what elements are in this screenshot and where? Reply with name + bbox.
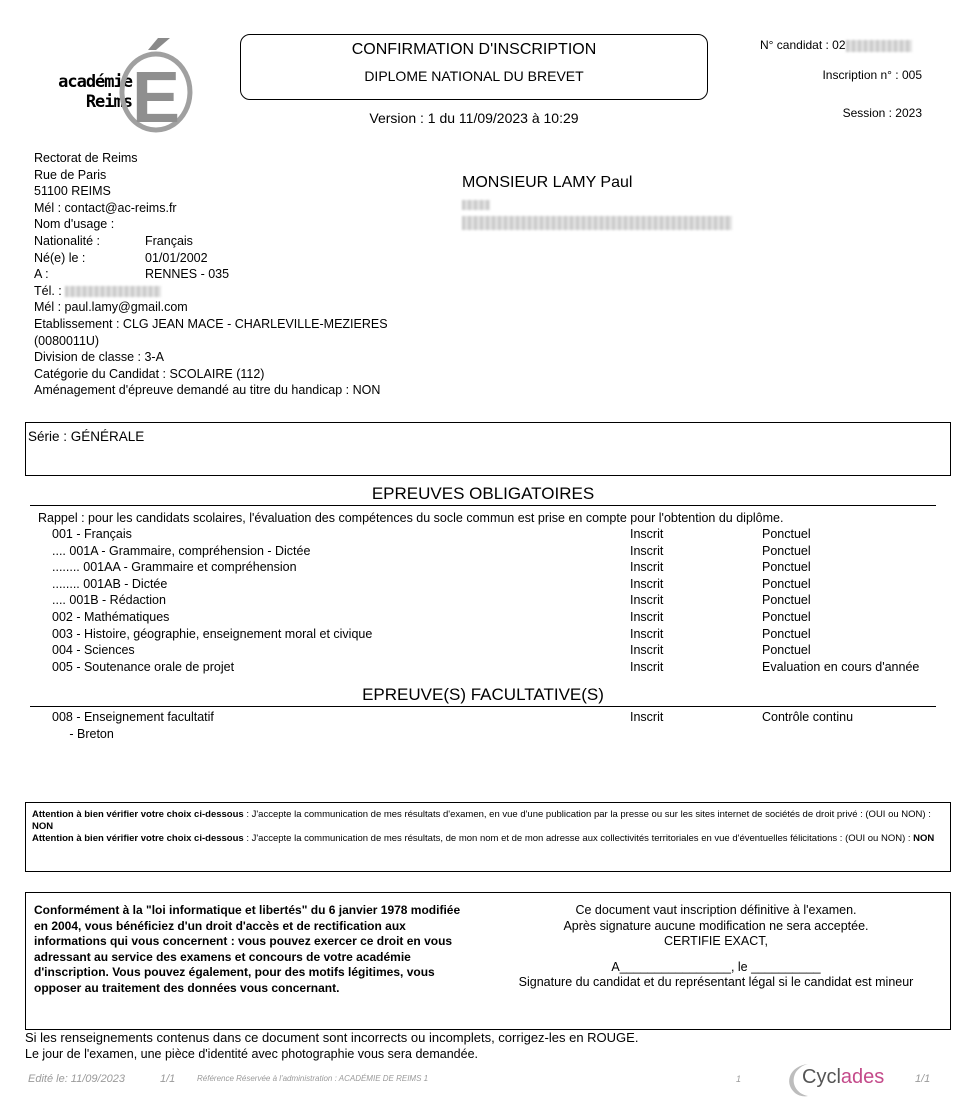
- tel-label: Tél. :: [34, 283, 62, 298]
- cert-line: Après signature aucune modification ne sera acceptée.: [563, 918, 869, 933]
- tel-row: [34, 283, 388, 300]
- attention-collectivites-bold: Attention à bien vérifier votre choix ci-dessous: [32, 833, 244, 844]
- redacted-address-line1: [462, 196, 732, 211]
- document-subtitle: DIPLOME NATIONAL DU BREVET: [364, 68, 584, 84]
- epreuve-row: [0, 627, 971, 643]
- epreuve-mode: Ponctuel: [762, 610, 811, 624]
- rectorat-address: [34, 150, 388, 399]
- redacted-phone: [65, 286, 161, 297]
- amenagement-row: Aménagement d'épreuve demandé au titre du handicap : NON: [34, 383, 381, 398]
- cyclades-logo-ades: ades: [840, 1066, 885, 1088]
- lieu-label: A :: [34, 267, 49, 282]
- epreuve-status: Inscrit: [630, 610, 664, 624]
- candidate-number: [760, 38, 912, 52]
- attention-presse-text: : J'accepte la communication de mes résultats d'examen, en vue d'une publication par la presse ou sur les sites internet de sociétés de droit privé : (OUI ou NON) :: [243, 809, 931, 820]
- division-row: Division de classe : 3-A: [34, 350, 164, 365]
- epreuve-row: [0, 560, 971, 576]
- epreuves-obligatoires-title: EPREUVES OBLIGATOIRES: [30, 484, 936, 506]
- signature-caption: Signature du candidat et du représentant légal si le candidat est mineur: [518, 975, 914, 989]
- nationalite-row: [34, 233, 388, 250]
- candidate-number-label: N° candidat : 02: [760, 38, 846, 52]
- epreuve-mode: Contrôle continu: [762, 710, 854, 724]
- epreuve-status: Inscrit: [630, 626, 664, 641]
- epreuve-label: - Breton: [52, 726, 114, 741]
- epreuve-label: 002 - Mathématiques: [52, 610, 170, 624]
- address-line: 51100 REIMS: [34, 184, 111, 199]
- page-indicator-right: 1/1: [915, 1073, 931, 1085]
- naissance-label: Né(e) le :: [34, 250, 86, 265]
- version-line: Version : 1 du 11/09/2023 à 10:29: [369, 110, 579, 126]
- certification-block: [496, 903, 936, 991]
- naissance-row: [34, 250, 388, 267]
- epreuve-label: 001 - Français: [52, 527, 132, 541]
- attention-box: [25, 802, 951, 872]
- loi-informatique-text: Conformément à la "loi informatique et libertés" du 6 janvier 1978 modifiée en 2004, vous bénéficiez d'un droit d'accès et de rectification aux informations qui vous concernent : vous pouvez exercer ce droit en vous adressant au service des examens et concours de votre académie d'inscription. Vous pouvez également, pour des motifs légitimes, vous opposer au traitement des données vous concernant.: [34, 903, 461, 995]
- epreuve-status: Inscrit: [630, 710, 664, 724]
- page-indicator-mid: 1: [736, 1074, 742, 1084]
- epreuve-label: .... 001B - Rédaction: [52, 593, 166, 608]
- epreuve-mode: Ponctuel: [762, 543, 811, 558]
- nationalite-value: Français: [145, 233, 193, 248]
- redacted-candidate-number: [846, 40, 912, 52]
- loi-informatique-box: [25, 892, 951, 1030]
- epreuve-label: 003 - Histoire, géographie, enseignement moral et civique: [52, 626, 373, 641]
- address-line: Rue de Paris: [34, 167, 107, 182]
- logo-line-academie: académie: [58, 72, 132, 92]
- address-line: Rectorat de Reims: [34, 151, 138, 165]
- epreuve-mode: Ponctuel: [762, 593, 811, 608]
- epreuve-row: [0, 610, 971, 626]
- footer-correction-note: Si les renseignements contenus dans ce document sont incorrects ou incomplets, corrigez-les en ROUGE.: [25, 1030, 639, 1045]
- cert-line: Ce document vaut inscription définitive à l'examen.: [575, 903, 857, 917]
- lieu-row: [34, 266, 388, 283]
- academie-e-logo-icon: [118, 38, 194, 140]
- epreuve-mode: Ponctuel: [762, 643, 811, 658]
- epreuve-mode: Ponctuel: [762, 576, 811, 591]
- epreuve-label: 008 - Enseignement facultatif: [52, 710, 214, 724]
- attention-collectivites-value: NON: [913, 833, 935, 844]
- epreuve-label: 004 - Sciences: [52, 643, 135, 658]
- epreuve-status: Inscrit: [630, 527, 664, 541]
- redacted-address-line2: [462, 214, 732, 230]
- serie-label: Série : GÉNÉRALE: [28, 429, 145, 444]
- address-line: Mél : contact@ac-reims.fr: [34, 200, 177, 215]
- attention-presse: [32, 809, 946, 833]
- etablissement-line1: Etablissement : CLG JEAN MACE - CHARLEVILLE-MEZIERES: [34, 316, 388, 331]
- epreuve-mode: Ponctuel: [762, 527, 811, 541]
- epreuve-row: [0, 710, 971, 726]
- svg-text:E: E: [131, 58, 181, 138]
- epreuve-row: [0, 577, 971, 593]
- epreuve-mode: Ponctuel: [762, 626, 811, 641]
- attention-collectivites: [32, 833, 946, 845]
- epreuve-row: [0, 527, 971, 543]
- epreuve-label: .... 001A - Grammaire, compréhension - Dictée: [52, 543, 311, 558]
- attention-collectivites-text: : J'accepte la communication de mes résultats, de mon nom et de mon adresse aux collectivités territoriales en vue d'éventuelles félicitations : (OUI ou NON) :: [243, 833, 914, 844]
- inscription-number: Inscription n° : 005: [822, 68, 922, 82]
- footer-identity-note: Le jour de l'examen, une pièce d'identité avec photographie vous sera demandée.: [25, 1047, 478, 1061]
- rappel-text: Rappel : pour les candidats scolaires, l'évaluation des compétences du socle commun est prise en compte pour l'obtention du diplôme.: [38, 511, 784, 525]
- attention-presse-bold: Attention à bien vérifier votre choix ci-dessous: [32, 809, 244, 820]
- epreuve-status: Inscrit: [630, 576, 664, 591]
- epreuve-row: [0, 727, 971, 743]
- cyclades-logo-cycl: Cycl: [802, 1066, 841, 1088]
- cyclades-logo: [802, 1066, 884, 1089]
- page-indicator-left: 1/1: [160, 1073, 176, 1085]
- epreuve-status: Inscrit: [630, 593, 664, 608]
- title-box: [240, 34, 708, 100]
- attention-presse-value: NON: [32, 821, 54, 832]
- etablissement-line2: (0080011U): [34, 333, 100, 348]
- epreuve-row: [0, 593, 971, 609]
- nationalite-label: Nationalité :: [34, 233, 101, 248]
- categorie-row: Catégorie du Candidat : SCOLAIRE (112): [34, 366, 265, 381]
- candidate-name: MONSIEUR LAMY Paul: [462, 174, 633, 191]
- nom-usage: Nom d'usage :: [34, 217, 115, 232]
- epreuve-status: Inscrit: [630, 643, 664, 658]
- document-title: CONFIRMATION D'INSCRIPTION: [351, 41, 597, 58]
- epreuve-label: ........ 001AB - Dictée: [52, 576, 168, 591]
- session: Session : 2023: [842, 106, 922, 120]
- lieu-value: RENNES - 035: [145, 267, 230, 282]
- epreuve-status: Inscrit: [630, 560, 664, 575]
- candidate-address-block: [462, 174, 732, 230]
- edited-date: Edité le: 11/09/2023: [28, 1073, 126, 1085]
- epreuves-facultatives-title: EPREUVE(S) FACULTATIVE(S): [30, 685, 936, 707]
- epreuve-row: [0, 544, 971, 560]
- serie-box: [25, 422, 951, 476]
- epreuve-status: Inscrit: [630, 543, 664, 558]
- signature-place-date: A________________, le __________: [611, 959, 821, 974]
- epreuve-label: ........ 001AA - Grammaire et compréhension: [52, 560, 297, 575]
- logo-line-reims: Reims: [85, 92, 132, 112]
- naissance-value: 01/01/2002: [145, 250, 208, 265]
- epreuve-mode: Evaluation en cours d'année: [762, 659, 920, 674]
- mel-row: Mél : paul.lamy@gmail.com: [34, 300, 188, 315]
- epreuve-row: [0, 660, 971, 676]
- epreuve-status: Inscrit: [630, 659, 664, 674]
- epreuve-mode: Ponctuel: [762, 560, 811, 575]
- cert-line: CERTIFIE EXACT,: [664, 934, 768, 948]
- epreuve-label: 005 - Soutenance orale de projet: [52, 659, 235, 674]
- epreuve-row: [0, 643, 971, 659]
- admin-reference: Référence Réservée à l'administration : ACADÉMIE DE REIMS 1: [197, 1074, 429, 1083]
